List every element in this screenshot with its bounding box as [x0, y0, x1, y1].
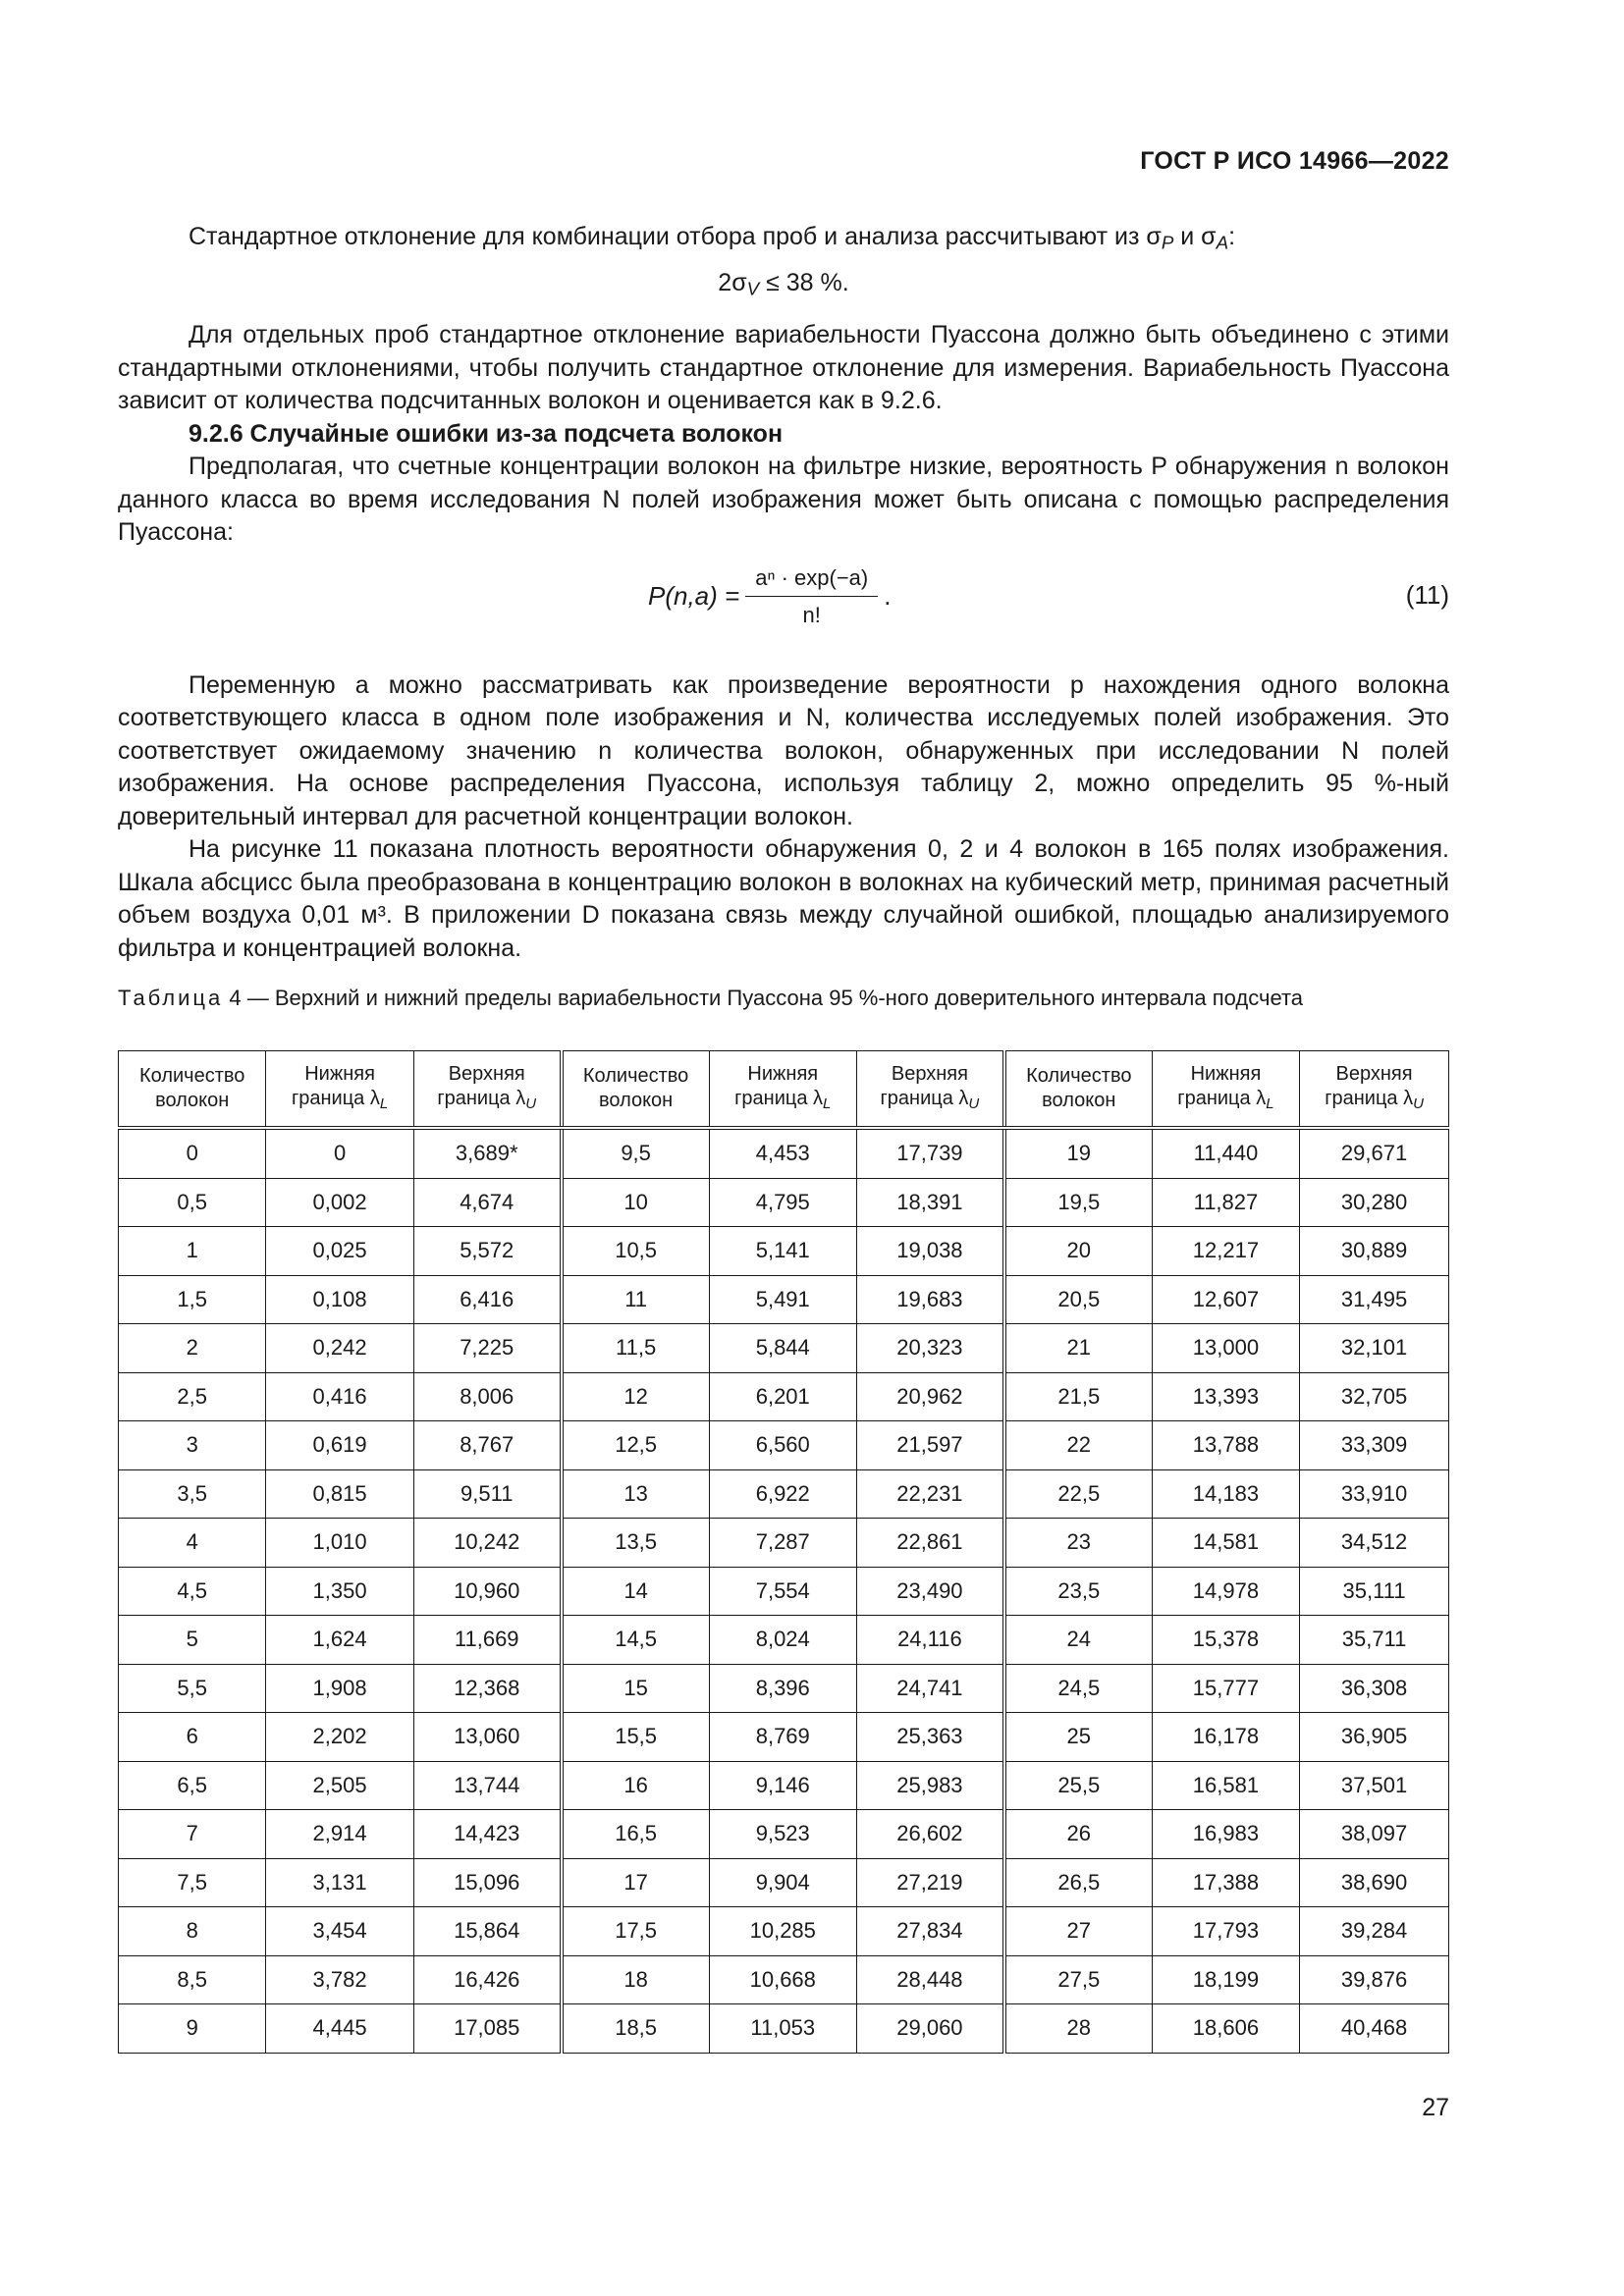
- table-cell: 6,560: [709, 1421, 856, 1470]
- table-cell: 38,097: [1300, 1810, 1449, 1859]
- table-row: [119, 1275, 1449, 1324]
- table-row: [119, 1128, 1449, 1178]
- table-cell: 37,501: [1300, 1761, 1449, 1810]
- table-cell: 24,5: [1004, 1664, 1152, 1713]
- table-cell: 10: [562, 1178, 709, 1227]
- table-cell: 2,5: [119, 1372, 266, 1421]
- table-cell: 23: [1004, 1519, 1152, 1568]
- table-cell: 5: [119, 1616, 266, 1665]
- table-cell: 4,453: [709, 1128, 856, 1178]
- table-cell: 28,448: [856, 1955, 1003, 2004]
- table-cell: 0: [119, 1128, 266, 1178]
- table-cell: 22,5: [1004, 1469, 1152, 1519]
- table-cell: 40,468: [1300, 2004, 1449, 2054]
- table-cell: 20,5: [1004, 1275, 1152, 1324]
- table-caption: Таблица 4 — Верхний и нижний пределы вариабельности Пуассона 95 %-ного доверительного интервала подсчета: [118, 986, 1304, 1011]
- document-code: ГОСТ Р ИСО 14966—2022: [1140, 147, 1449, 175]
- table-cell: 4,674: [413, 1178, 561, 1227]
- table-cell: 11,827: [1152, 1178, 1299, 1227]
- equation-number: (11): [1405, 579, 1449, 610]
- table-cell: 14,183: [1152, 1469, 1299, 1519]
- table-cell: 29,060: [856, 2004, 1003, 2054]
- table-cell: 10,285: [709, 1907, 856, 1956]
- table-cell: 11,053: [709, 2004, 856, 2054]
- table-cell: 6: [119, 1713, 266, 1762]
- header-upper: Верхняя граница $\lambda_U$: [1300, 1051, 1449, 1129]
- table-cell: 17,5: [562, 1907, 709, 1956]
- paragraph-2: Для отдельных проб стандартное отклонение вариабельности Пуассона должно быть объединено с этими стандартными отклонениями, чтобы получить стандартное отклонение для измерения. Вариабельность Пуассона зависит от количества подсчитанных волокон и оценивается как в 9.2.6.: [118, 321, 1449, 415]
- table-cell: 1,908: [266, 1664, 413, 1713]
- table-cell: 28: [1004, 2004, 1152, 2054]
- table-cell: 24,741: [856, 1664, 1003, 1713]
- table-row: [119, 1907, 1449, 1956]
- table-cell: 16,581: [1152, 1761, 1299, 1810]
- table-cell: 0,416: [266, 1372, 413, 1421]
- table-cell: 27,834: [856, 1907, 1003, 1956]
- equation-1: $2\sigma_V \le 38$ %.: [718, 269, 849, 299]
- table-cell: 25: [1004, 1713, 1152, 1762]
- header-lower: Нижняя граница $\lambda_L$: [709, 1051, 856, 1129]
- table-cell: 12: [562, 1372, 709, 1421]
- table-cell: 29,671: [1300, 1128, 1449, 1178]
- table-cell: 19,683: [856, 1275, 1003, 1324]
- table-cell: 21: [1004, 1324, 1152, 1373]
- formula-denominator: n!: [802, 603, 821, 628]
- table-cell: 15,378: [1152, 1616, 1299, 1665]
- table-cell: 3,454: [266, 1907, 413, 1956]
- table-cell: 15: [562, 1664, 709, 1713]
- table-cell: 6,201: [709, 1372, 856, 1421]
- table-cell: 23,490: [856, 1567, 1003, 1616]
- table-cell: 7: [119, 1810, 266, 1859]
- table-cell: 33,309: [1300, 1421, 1449, 1470]
- table-cell: 1,624: [266, 1616, 413, 1665]
- table-cell: 17,085: [413, 2004, 561, 2054]
- table-cell: 17: [562, 1858, 709, 1907]
- table-cell: 13: [562, 1469, 709, 1519]
- table-cell: 9,146: [709, 1761, 856, 1810]
- table-cell: 10,5: [562, 1227, 709, 1276]
- table-cell: 14,423: [413, 1810, 561, 1859]
- table-cell: 20,962: [856, 1372, 1003, 1421]
- table-cell: 18,199: [1152, 1955, 1299, 2004]
- table-cell: 33,910: [1300, 1469, 1449, 1519]
- table-cell: 5,844: [709, 1324, 856, 1373]
- table-cell: 0: [266, 1128, 413, 1178]
- header-lower: Нижняя граница $\lambda_L$: [266, 1051, 413, 1129]
- table-cell: 7,554: [709, 1567, 856, 1616]
- table-cell: 15,864: [413, 1907, 561, 1956]
- table-cell: 16,178: [1152, 1713, 1299, 1762]
- table-cell: 16: [562, 1761, 709, 1810]
- table-cell: 0,815: [266, 1469, 413, 1519]
- table-cell: 26,602: [856, 1810, 1003, 1859]
- table-cell: 2,505: [266, 1761, 413, 1810]
- table-row: [119, 1324, 1449, 1373]
- table-cell: 4,5: [119, 1567, 266, 1616]
- table-row: [119, 1858, 1449, 1907]
- table-cell: 38,690: [1300, 1858, 1449, 1907]
- table-row: [119, 1519, 1449, 1568]
- table-cell: 8,767: [413, 1421, 561, 1470]
- table-cell: 21,5: [1004, 1372, 1152, 1421]
- table-cell: 19,038: [856, 1227, 1003, 1276]
- table-cell: 6,922: [709, 1469, 856, 1519]
- table-cell: 25,363: [856, 1713, 1003, 1762]
- paragraph-3: Предполагая, что счетные концентрации волокон на фильтре низкие, вероятность P обнаружения n волокон данного класса во время исследования N полей изображения может быть описана с помощью распределения Пуассона:: [118, 453, 1449, 547]
- table-cell: 3,131: [266, 1858, 413, 1907]
- page-number: 27: [1422, 2094, 1449, 2121]
- table-cell: 21,597: [856, 1421, 1003, 1470]
- table-cell: 0,619: [266, 1421, 413, 1470]
- table-cell: 9,5: [562, 1128, 709, 1178]
- table-cell: 12,368: [413, 1664, 561, 1713]
- table-cell: 32,101: [1300, 1324, 1449, 1373]
- table-cell: 11,669: [413, 1616, 561, 1665]
- header-count: Количество волокон: [119, 1051, 266, 1129]
- section-heading: 9.2.6 Случайные ошибки из-за подсчета волокон: [189, 419, 784, 448]
- table-cell: 30,280: [1300, 1178, 1449, 1227]
- table-row: [119, 1469, 1449, 1519]
- table-cell: 10,960: [413, 1567, 561, 1616]
- table-cell: 8,396: [709, 1664, 856, 1713]
- formula-period: .: [884, 581, 892, 612]
- table-cell: 14,978: [1152, 1567, 1299, 1616]
- table-cell: 35,111: [1300, 1567, 1449, 1616]
- formula-fraction: [745, 561, 878, 632]
- table-cell: 12,5: [562, 1421, 709, 1470]
- table-cell: 1: [119, 1227, 266, 1276]
- table-cell: 5,141: [709, 1227, 856, 1276]
- table-cell: 1,5: [119, 1275, 266, 1324]
- table-cell: 14,5: [562, 1616, 709, 1665]
- table-cell: 5,572: [413, 1227, 561, 1276]
- table-cell: 34,512: [1300, 1519, 1449, 1568]
- table-cell: 2,914: [266, 1810, 413, 1859]
- table-cell: 0,5: [119, 1178, 266, 1227]
- table-cell: 13,5: [562, 1519, 709, 1568]
- table-cell: 7,5: [119, 1858, 266, 1907]
- header-upper: Верхняя граница $\lambda_U$: [413, 1051, 561, 1129]
- table-cell: 25,5: [1004, 1761, 1152, 1810]
- poisson-limits-table: [118, 1050, 1449, 2054]
- table-cell: 17,793: [1152, 1907, 1299, 1956]
- table-cell: 22,231: [856, 1469, 1003, 1519]
- table-cell: 0,025: [266, 1227, 413, 1276]
- table-cell: 24: [1004, 1616, 1152, 1665]
- table-cell: 9: [119, 2004, 266, 2054]
- table-cell: 11,5: [562, 1324, 709, 1373]
- table-row: [119, 1178, 1449, 1227]
- table-cell: 18,391: [856, 1178, 1003, 1227]
- table-cell: 18: [562, 1955, 709, 2004]
- table-cell: 1,350: [266, 1567, 413, 1616]
- header-count: Количество волокон: [562, 1051, 709, 1129]
- table-cell: 0,242: [266, 1324, 413, 1373]
- table-row: [119, 1810, 1449, 1859]
- table-cell: 14,581: [1152, 1519, 1299, 1568]
- table-cell: 27,219: [856, 1858, 1003, 1907]
- table-cell: 18,5: [562, 2004, 709, 2054]
- formula-11: [118, 558, 1449, 634]
- table-cell: 19: [1004, 1128, 1152, 1178]
- table-cell: 2: [119, 1324, 266, 1373]
- table-cell: 39,284: [1300, 1907, 1449, 1956]
- table-cell: 27,5: [1004, 1955, 1152, 2004]
- table-row: [119, 1567, 1449, 1616]
- table-cell: 31,495: [1300, 1275, 1449, 1324]
- table-row: [119, 2004, 1449, 2054]
- table-cell: 5,491: [709, 1275, 856, 1324]
- header-lower: Нижняя граница $\lambda_L$: [1152, 1051, 1299, 1129]
- table-cell: 6,416: [413, 1275, 561, 1324]
- table-cell: 11,440: [1152, 1128, 1299, 1178]
- table-cell: 6,5: [119, 1761, 266, 1810]
- table-cell: 35,711: [1300, 1616, 1449, 1665]
- paragraph-1: Стандартное отклонение для комбинации отбора проб и анализа рассчитывают из $\sigma_P$ и $\sigma_A$:: [189, 223, 1236, 253]
- table-row: [119, 1664, 1449, 1713]
- table-row: [119, 1616, 1449, 1665]
- table-cell: 16,983: [1152, 1810, 1299, 1859]
- table-cell: 8,5: [119, 1955, 266, 2004]
- table-cell: 22: [1004, 1421, 1152, 1470]
- table-cell: 16,5: [562, 1810, 709, 1859]
- table-cell: 24,116: [856, 1616, 1003, 1665]
- table-cell: 13,000: [1152, 1324, 1299, 1373]
- table-cell: 4: [119, 1519, 266, 1568]
- table-cell: 5,5: [119, 1664, 266, 1713]
- table-cell: 3,689*: [413, 1128, 561, 1178]
- table-cell: 16,426: [413, 1955, 561, 2004]
- table-cell: 13,393: [1152, 1372, 1299, 1421]
- table-cell: 26: [1004, 1810, 1152, 1859]
- table-cell: 36,905: [1300, 1713, 1449, 1762]
- table-cell: 20: [1004, 1227, 1152, 1276]
- table-cell: 9,511: [413, 1469, 561, 1519]
- paragraph-4: Переменную a можно рассматривать как произведение вероятности p нахождения одного волокна соответствующего класса в одном поле изображения и N, количества исследуемых полей изображения. Это соответствует ожидаемому значению n количества волокон, обнаруженных при исследовании N полей изображения. На основе распределения Пуассона, используя таблицу 2, можно определить 95 %-ный доверительный интервал для расчетной концентрации волокон.: [118, 670, 1449, 830]
- formula-numerator: aⁿ · exp(−a): [745, 561, 878, 598]
- table-cell: 13,060: [413, 1713, 561, 1762]
- table-cell: 32,705: [1300, 1372, 1449, 1421]
- table-cell: 1,010: [266, 1519, 413, 1568]
- table-cell: 11: [562, 1275, 709, 1324]
- table-cell: 8,024: [709, 1616, 856, 1665]
- table-cell: 14: [562, 1567, 709, 1616]
- table-row: [119, 1713, 1449, 1762]
- table-cell: 0,002: [266, 1178, 413, 1227]
- table-row: [119, 1761, 1449, 1810]
- table-cell: 17,388: [1152, 1858, 1299, 1907]
- table-cell: 15,096: [413, 1858, 561, 1907]
- table-cell: 23,5: [1004, 1567, 1152, 1616]
- table-cell: 7,225: [413, 1324, 561, 1373]
- table-body: [119, 1128, 1449, 2053]
- table-cell: 36,308: [1300, 1664, 1449, 1713]
- table-cell: 39,876: [1300, 1955, 1449, 2004]
- table-cell: 2,202: [266, 1713, 413, 1762]
- table-cell: 3,5: [119, 1469, 266, 1519]
- header-count: Количество волокон: [1004, 1051, 1152, 1129]
- table-cell: 8: [119, 1907, 266, 1956]
- table-header-row: [119, 1051, 1449, 1129]
- paragraph-5: На рисунке 11 показана плотность вероятности обнаружения 0, 2 и 4 волокон в 165 полях изображения. Шкала абсцисс была преобразована в концентрацию волокон в волокнах на кубический метр, принимая расчетный объем воздуха 0,01 м³. В приложении D показана связь между случайной ошибкой, площадью анализируемого фильтра и концентрацией волокна.: [118, 835, 1449, 962]
- table-cell: 3: [119, 1421, 266, 1470]
- table-cell: 27: [1004, 1907, 1152, 1956]
- table-cell: 25,983: [856, 1761, 1003, 1810]
- table-cell: 4,445: [266, 2004, 413, 2054]
- formula-lhs: P(n,a) =: [648, 581, 740, 612]
- header-upper: Верхняя граница $\lambda_U$: [856, 1051, 1003, 1129]
- table-cell: 13,788: [1152, 1421, 1299, 1470]
- table-cell: 26,5: [1004, 1858, 1152, 1907]
- table-row: [119, 1227, 1449, 1276]
- table-cell: 19,5: [1004, 1178, 1152, 1227]
- table-row: [119, 1955, 1449, 2004]
- table-cell: 10,668: [709, 1955, 856, 2004]
- table-cell: 0,108: [266, 1275, 413, 1324]
- table-cell: 20,323: [856, 1324, 1003, 1373]
- table-caption-label: Таблица: [118, 986, 224, 1011]
- table-cell: 12,217: [1152, 1227, 1299, 1276]
- table-cell: 10,242: [413, 1519, 561, 1568]
- table-cell: 12,607: [1152, 1275, 1299, 1324]
- table-cell: 4,795: [709, 1178, 856, 1227]
- table-cell: 7,287: [709, 1519, 856, 1568]
- table-cell: 8,769: [709, 1713, 856, 1762]
- table-cell: 9,904: [709, 1858, 856, 1907]
- table-row: [119, 1372, 1449, 1421]
- table-cell: 17,739: [856, 1128, 1003, 1178]
- table-cell: 8,006: [413, 1372, 561, 1421]
- table-cell: 15,777: [1152, 1664, 1299, 1713]
- body-text: [118, 221, 1449, 1012]
- table-cell: 30,889: [1300, 1227, 1449, 1276]
- table-cell: 22,861: [856, 1519, 1003, 1568]
- table-cell: 15,5: [562, 1713, 709, 1762]
- table-cell: 18,606: [1152, 2004, 1299, 2054]
- table-cell: 3,782: [266, 1955, 413, 2004]
- table-row: [119, 1421, 1449, 1470]
- table-cell: 9,523: [709, 1810, 856, 1859]
- table-cell: 13,744: [413, 1761, 561, 1810]
